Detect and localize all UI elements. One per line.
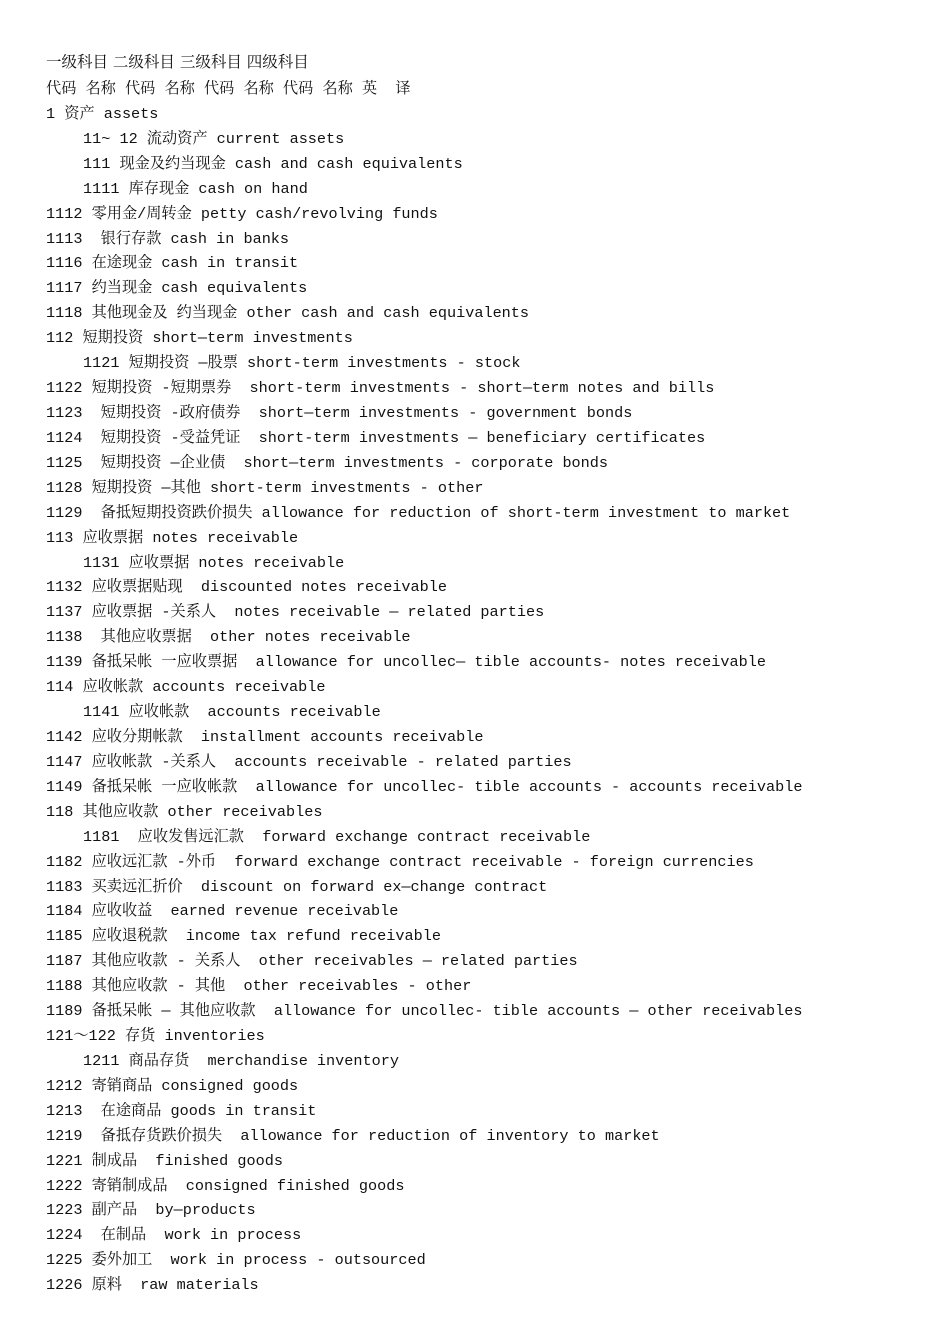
account-line: 1141 应收帐款 accounts receivable: [83, 703, 381, 722]
account-line: 1182 应收远汇款 -外币 forward exchange contract receivable - foreign currencies: [46, 852, 754, 871]
account-line: 代码 名称 代码 名称 代码 名称 代码 名称 英 译: [46, 80, 411, 98]
account-line: 1142 应收分期帐款 installment accounts receivable: [46, 727, 484, 746]
account-line: 113 应收票据 notes receivable: [46, 528, 299, 547]
account-line: 1125 短期投资 —企业债 short—term investments - corporate bonds: [46, 453, 609, 472]
account-line: 1131 应收票据 notes receivable: [83, 553, 345, 572]
account-line: 1123 短期投资 -政府债券 short—term investments - government bonds: [46, 403, 633, 422]
account-line: 1138 其他应收票据 other notes receivable: [46, 628, 411, 647]
account-line: 1118 其他现金及 约当现金 other cash and cash equivalents: [46, 304, 530, 323]
account-line: 111 现金及约当现金 cash and cash equivalents: [83, 154, 463, 173]
account-line: 1223 副产品 by—products: [46, 1201, 256, 1220]
account-line: 121～122 存货 inventories: [46, 1027, 265, 1046]
account-line: 1189 备抵呆帐 — 其他应收款 allowance for uncollec- tible accounts — other receivables: [46, 1002, 803, 1021]
account-line: 118 其他应收款 other receivables: [46, 802, 323, 821]
account-line: 1225 委外加工 work in process - outsourced: [46, 1251, 426, 1270]
account-line: 1219 备抵存货跌价损失 allowance for reduction of inventory to market: [46, 1126, 660, 1145]
account-line: 1187 其他应收款 - 关系人 other receivables — related parties: [46, 952, 578, 971]
account-line: 1185 应收退税款 income tax refund receivable: [46, 927, 441, 946]
account-code-list: [46, 77, 802, 1298]
account-line: 1183 买卖远汇折价 discount on forward ex—change contract: [46, 877, 548, 896]
account-line: 1181 应收发售远汇款 forward exchange contract receivable: [83, 827, 591, 846]
account-line: 1137 应收票据 -关系人 notes receivable — related parties: [46, 603, 545, 622]
account-line: 1124 短期投资 -受益凭证 short-term investments — beneficiary certificates: [46, 428, 706, 447]
account-line: 1121 短期投资 —股票 short-term investments - stock: [83, 354, 521, 373]
account-line: 1212 寄销商品 consigned goods: [46, 1076, 299, 1095]
account-line: 1184 应收收益 earned revenue receivable: [46, 902, 399, 921]
account-line: 1149 备抵呆帐 一应收帐款 allowance for uncollec- tible accounts - accounts receivable: [46, 777, 803, 796]
account-line: 114 应收帐款 accounts receivable: [46, 678, 326, 697]
account-line: 1116 在途现金 cash in transit: [46, 254, 299, 273]
account-line: 1222 寄销制成品 consigned finished goods: [46, 1176, 405, 1195]
subject-levels-heading: 一级科目 二级科目 三级科目 四级科目: [46, 53, 309, 71]
account-line: 1211 商品存货 merchandise inventory: [83, 1051, 399, 1070]
account-line: 1113 银行存款 cash in banks: [46, 229, 290, 248]
account-line: 1188 其他应收款 - 其他 other receivables - other: [46, 977, 472, 996]
account-line: 1 资产 assets: [46, 104, 159, 123]
account-line: 1132 应收票据贴现 discounted notes receivable: [46, 578, 448, 597]
account-line: 1128 短期投资 —其他 short-term investments - other: [46, 478, 484, 497]
account-line: 1139 备抵呆帐 一应收票据 allowance for uncollec— tible accounts- notes receivable: [46, 653, 766, 672]
account-line: 1111 库存现金 cash on hand: [83, 179, 308, 198]
account-line: 1129 备抵短期投资跌价损失 allowance for reduction of short-term investment to market: [46, 503, 791, 522]
account-line: 1221 制成品 finished goods: [46, 1151, 283, 1170]
account-line: 11~ 12 流动资产 current assets: [83, 129, 345, 148]
account-line: 1112 零用金/周转金 petty cash/revolving funds: [46, 204, 438, 223]
account-line: 1213 在途商品 goods in transit: [46, 1101, 317, 1120]
account-line: 1224 在制品 work in process: [46, 1226, 302, 1245]
account-line: 1147 应收帐款 -关系人 accounts receivable - related parties: [46, 752, 572, 771]
account-line: 1117 约当现金 cash equivalents: [46, 279, 308, 298]
account-line: 1226 原料 raw materials: [46, 1276, 259, 1295]
account-line: 112 短期投资 short—term investments: [46, 329, 353, 348]
account-line: 1122 短期投资 -短期票券 short-term investments - short—term notes and bills: [46, 379, 715, 398]
